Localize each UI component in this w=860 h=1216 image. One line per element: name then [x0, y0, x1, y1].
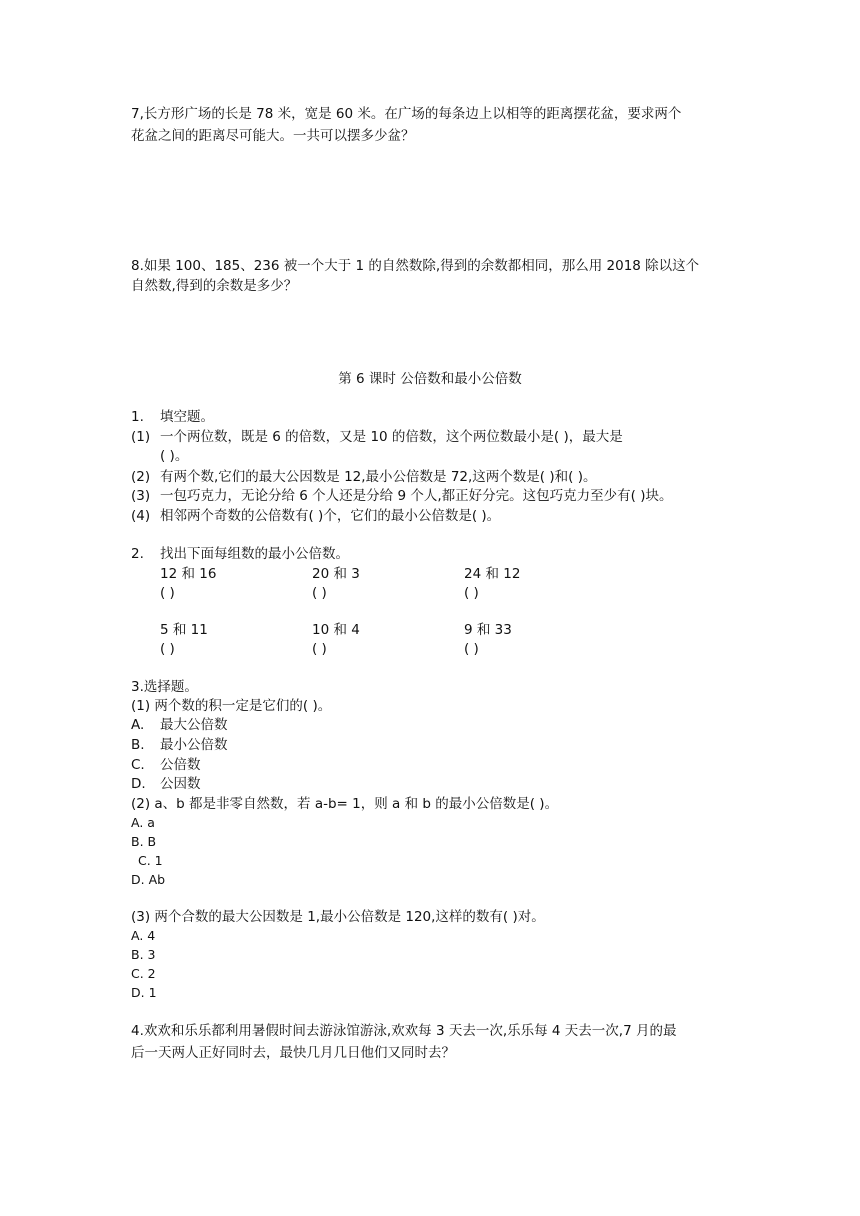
s1-item2-num: (2): [131, 469, 151, 485]
s1-item2-text: 有两个数,它们的最大公因数是 12,最小公倍数是 72,这两个数是( )和( )。: [160, 469, 597, 485]
s3-heading: 3.选择题。: [131, 679, 198, 695]
s2-answer-blank: ( ): [160, 641, 175, 657]
s3-q2-option: A. a: [131, 815, 155, 830]
s1-item1-cont: ( )。: [160, 448, 189, 464]
s1-number: 1.: [131, 409, 144, 425]
s2-answer-blank: ( ): [464, 641, 479, 657]
s2-pair: 24 和 12: [464, 566, 521, 582]
s3-q1-option-letter: B.: [131, 737, 145, 753]
s2-answer-blank: ( ): [312, 641, 327, 657]
s2-pair: 5 和 11: [160, 622, 208, 638]
s1-item4-num: (4): [131, 508, 151, 524]
s1-item1-num: (1): [131, 429, 151, 445]
q4-line1: 4.欢欢和乐乐都利用暑假时间去游泳馆游泳,欢欢每 3 天去一次,乐乐每 4 天去一次,7 月的最: [131, 1023, 677, 1039]
s1-item3-num: (3): [131, 488, 151, 504]
s2-number: 2.: [131, 546, 144, 562]
s2-pair: 10 和 4: [312, 622, 360, 638]
q7-line2: 花盆之间的距离尽可能大。一共可以摆多少盆？: [131, 128, 415, 144]
s3-q1-option-letter: C.: [131, 757, 145, 773]
lesson-title: 第 6 课时 公倍数和最小公倍数: [338, 371, 522, 387]
s2-heading: 找出下面每组数的最小公倍数。: [160, 546, 349, 562]
s2-pair: 9 和 33: [464, 622, 512, 638]
s1-item3-text: 一包巧克力，无论分给 6 个人还是分给 9 个人,都正好分完。这包巧克力至少有( )块。: [160, 488, 673, 504]
q8-line1: 8.如果 100、185、236 被一个大于 1 的自然数除,得到的余数都相同，那么用 2018 除以这个: [131, 258, 700, 274]
s3-q1-option-letter: D.: [131, 776, 146, 792]
s3-q3-option: B. 3: [131, 947, 156, 962]
s2-pair: 12 和 16: [160, 566, 217, 582]
s2-pair: 20 和 3: [312, 566, 360, 582]
s3-q1-option-letter: A.: [131, 717, 145, 733]
s3-q2-option: C. 1: [138, 853, 163, 868]
s1-heading: 填空题。: [160, 409, 214, 425]
q7-line1: 7,长方形广场的长是 78 米，宽是 60 米。在广场的每条边上以相等的距离摆花盆，要求两个: [131, 106, 682, 122]
s3-q1-option-text: 最大公倍数: [160, 717, 228, 733]
s3-q3-option: D. 1: [131, 985, 157, 1000]
s3-q2-option: B. B: [131, 834, 157, 849]
s1-item4-text: 相邻两个奇数的公倍数有( )个，它们的最小公倍数是( )。: [160, 508, 501, 524]
s3-q3-option: C. 2: [131, 966, 156, 981]
s3-q1-option-text: 公因数: [160, 776, 201, 792]
s3-q2-text: (2) a、b 都是非零自然数，若 a-b= 1，则 a 和 b 的最小公倍数是( )。: [131, 796, 559, 812]
s3-q3-option: A. 4: [131, 928, 156, 943]
s1-item1-text: 一个两位数，既是 6 的倍数，又是 10 的倍数，这个两位数最小是( )，最大是: [160, 429, 623, 445]
s3-q1-text: (1) 两个数的积一定是它们的( )。: [131, 698, 332, 714]
s2-answer-blank: ( ): [160, 585, 175, 601]
s2-answer-blank: ( ): [312, 585, 327, 601]
q8-line2: 自然数,得到的余数是多少？: [131, 278, 298, 294]
q4-line2: 后一天两人正好同时去，最快几月几日他们又同时去？: [131, 1045, 455, 1061]
s3-q1-option-text: 最小公倍数: [160, 737, 228, 753]
s3-q3-text: (3) 两个合数的最大公因数是 1,最小公倍数是 120,这样的数有( )对。: [131, 909, 545, 925]
s3-q2-option: D. Ab: [131, 872, 166, 887]
s2-answer-blank: ( ): [464, 585, 479, 601]
s3-q1-option-text: 公倍数: [160, 757, 201, 773]
